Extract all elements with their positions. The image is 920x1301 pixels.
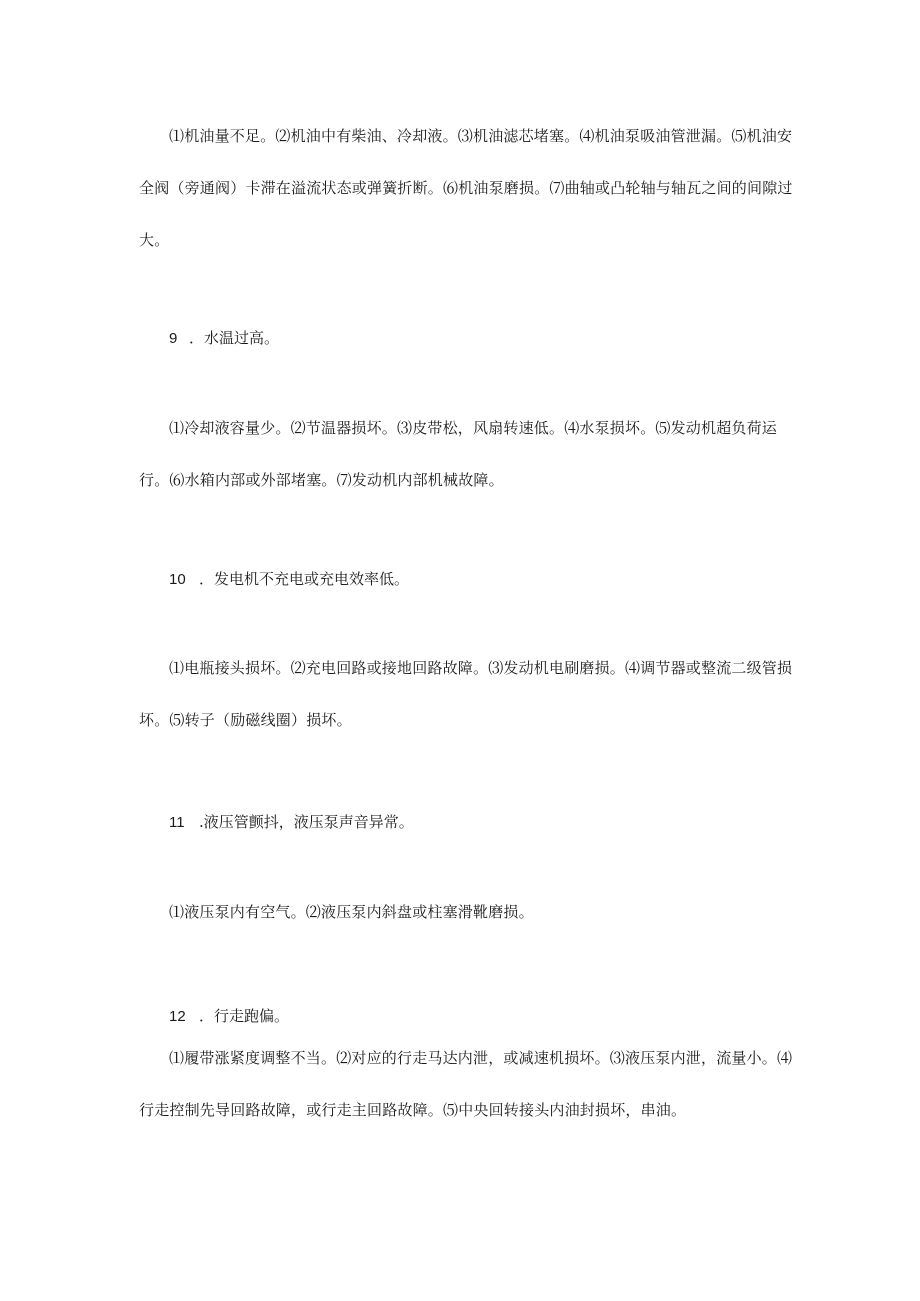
paragraph-generator-causes: ⑴电瓶接头损坏。⑵充电回路或接地回路故障。⑶发动机电刷磨损。⑷调节器或整流二级管损坏。⑸转子（励磁线圈）损坏。 [139, 659, 793, 729]
heading-item-12 [169, 1004, 289, 1029]
heading-text: .液压管颤抖，液压泵声音异常。 [199, 813, 414, 831]
heading-item-9 [169, 326, 279, 351]
heading-item-10 [169, 567, 409, 592]
heading-number: 11 [169, 814, 185, 831]
heading-number: 10 [169, 571, 186, 588]
paragraph-water-temp-causes: ⑴冷却液容量少。⑵节温器损坏。⑶皮带松，风扇转速低。⑷水泵损坏。⑸发动机超负荷运行。⑹水箱内部或外部堵塞。⑺发动机内部机械故障。 [139, 419, 778, 489]
paragraph-hydraulic-causes: ⑴液压泵内有空气。⑵液压泵内斜盘或柱塞滑靴磨损。 [169, 903, 534, 921]
heading-item-11 [169, 810, 414, 835]
heading-text: ．行走跑偏。 [199, 1007, 290, 1025]
heading-text: ．发电机不充电或充电效率低。 [199, 570, 410, 588]
heading-text: ．水温过高。 [189, 329, 280, 347]
paragraph-travel-deviation-causes: ⑴履带涨紧度调整不当。⑵对应的行走马达内泄，或减速机损坏。⑶液压泵内泄，流量小。⑷行走控制先导回路故障，或行走主回路故障。⑸中央回转接头内油封损坏，串油。 [139, 1049, 793, 1119]
paragraph-oil-pressure-causes: ⑴机油量不足。⑵机油中有柴油、冷却液。⑶机油滤芯堵塞。⑷机油泵吸油管泄漏。⑸机油安全阀（旁通阀）卡滞在溢流状态或弹簧折断。⑹机油泵磨损。⑺曲轴或凸轮轴与轴瓦之间的间隙过大。 [139, 127, 793, 249]
heading-number: 12 [169, 1008, 186, 1025]
heading-number: 9 [169, 330, 178, 347]
